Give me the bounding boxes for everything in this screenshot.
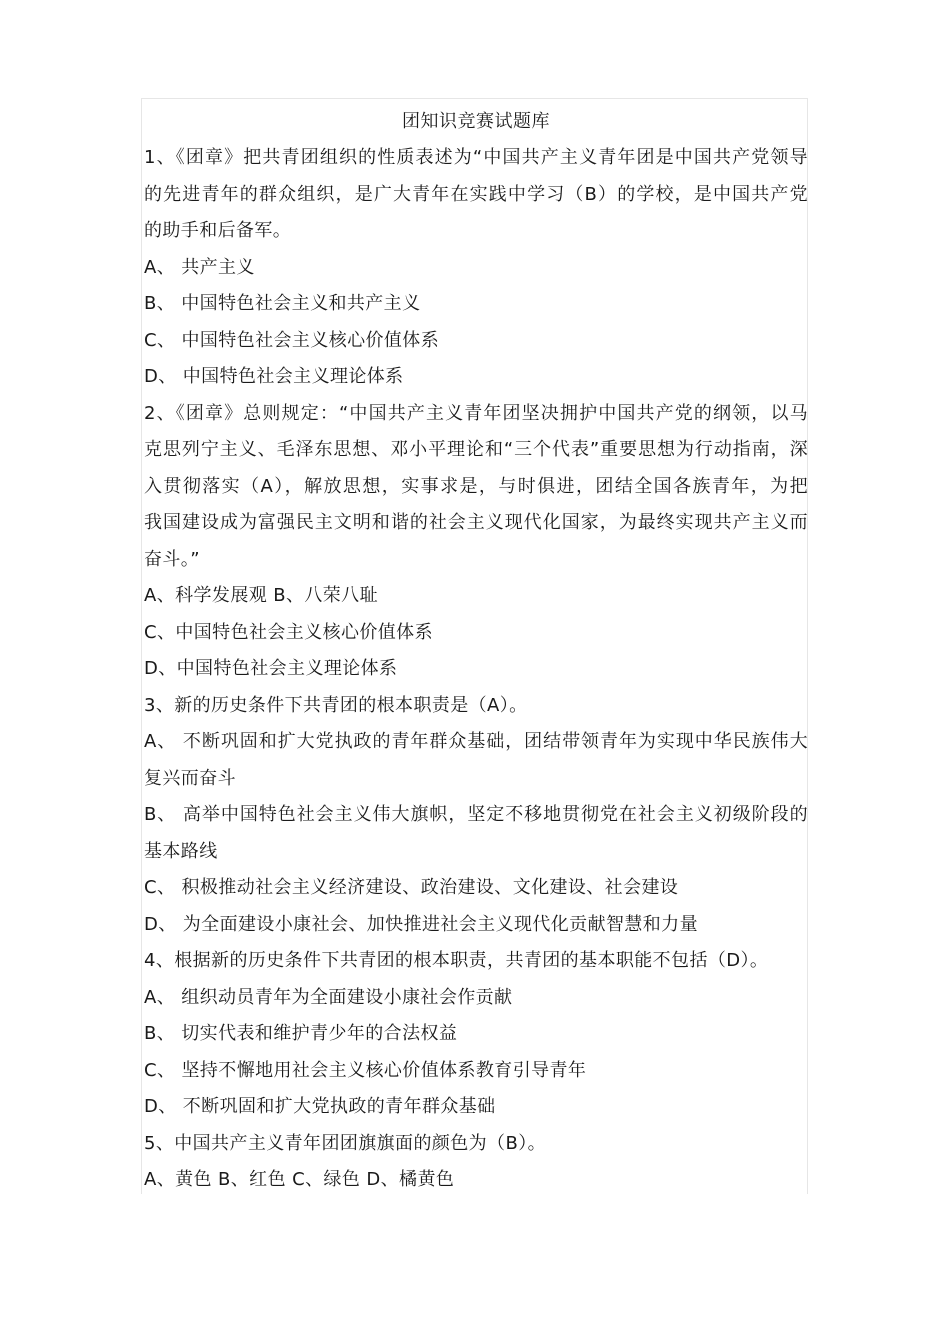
q2-stem-line-3: 入贯彻落实（A），解放思想，实事求是，与时俱进，团结全国各族青年，为把 — [144, 475, 808, 497]
q1-option-a: A、 共产主义 — [144, 256, 255, 278]
q3-option-c: C、 积极推动社会主义经济建设、政治建设、文化建设、社会建设 — [144, 877, 679, 898]
q1-stem-line-1: 1、《团章》把共青团组织的性质表述为“中国共产主义青年团是中国共产党领导 — [144, 147, 808, 168]
q2-options-ab: A、科学发展观 B、八荣八耻 — [144, 585, 378, 606]
q3-option-a-line-2: 复兴而奋斗 — [144, 767, 236, 789]
q2-option-d: D、中国特色社会主义理论体系 — [144, 658, 398, 679]
q2-option-c: C、中国特色社会主义核心价值体系 — [144, 621, 433, 643]
q4-option-c: C、 坚持不懈地用社会主义核心价值体系教育引导青年 — [144, 1059, 587, 1081]
q1-stem-line-2: 的先进青年的群众组织，是广大青年在实践中学习（B）的学校，是中国共产党 — [144, 183, 808, 205]
q2-stem-line-2: 克思列宁主义、毛泽东思想、邓小平理论和“三个代表”重要思想为行动指南，深 — [144, 439, 808, 460]
q3-option-d: D、 为全面建设小康社会、加快推进社会主义现代化贡献智慧和力量 — [144, 913, 698, 935]
q4-option-a: A、 组织动员青年为全面建设小康社会作贡献 — [144, 986, 513, 1008]
q5-options: A、黄色 B、红色 C、绿色 D、橘黄色 — [144, 1169, 455, 1190]
q2-stem-line-4: 我国建设成为富强民主文明和谐的社会主义现代化国家，为最终实现共产主义而 — [144, 512, 808, 533]
q2-stem-line-5: 奋斗。” — [144, 548, 200, 570]
q3-option-b-line-2: 基本路线 — [144, 840, 218, 862]
q1-option-d: D、 中国特色社会主义理论体系 — [144, 366, 404, 387]
q4-option-d: D、 不断巩固和扩大党执政的青年群众基础 — [144, 1096, 496, 1117]
q4-stem: 4、根据新的历史条件下共青团的根本职责，共青团的基本职能不包括（D）。 — [144, 950, 769, 971]
q3-option-a-line-1: A、 不断巩固和扩大党执政的青年群众基础，团结带领青年为实现中华民族伟大 — [144, 731, 808, 752]
document-body — [144, 104, 808, 1199]
q2-stem-line-1: 2、《团章》总则规定：“中国共产主义青年团坚决拥护中国共产党的纲领，以马 — [144, 402, 808, 424]
q3-stem: 3、新的历史条件下共青团的根本职责是（A）。 — [144, 694, 528, 716]
document-title: 团知识竞赛试题库 — [402, 111, 550, 132]
q5-stem: 5、中国共产主义青年团团旗旗面的颜色为（B）。 — [144, 1132, 546, 1154]
q3-option-b-line-1: B、 高举中国特色社会主义伟大旗帜，坚定不移地贯彻党在社会主义初级阶段的 — [144, 804, 808, 825]
q4-option-b: B、 切实代表和维护青少年的合法权益 — [144, 1023, 458, 1044]
q1-option-b: B、 中国特色社会主义和共产主义 — [144, 293, 421, 314]
q1-option-c: C、 中国特色社会主义核心价值体系 — [144, 329, 440, 351]
q1-stem-line-3: 的助手和后备军。 — [144, 220, 292, 241]
